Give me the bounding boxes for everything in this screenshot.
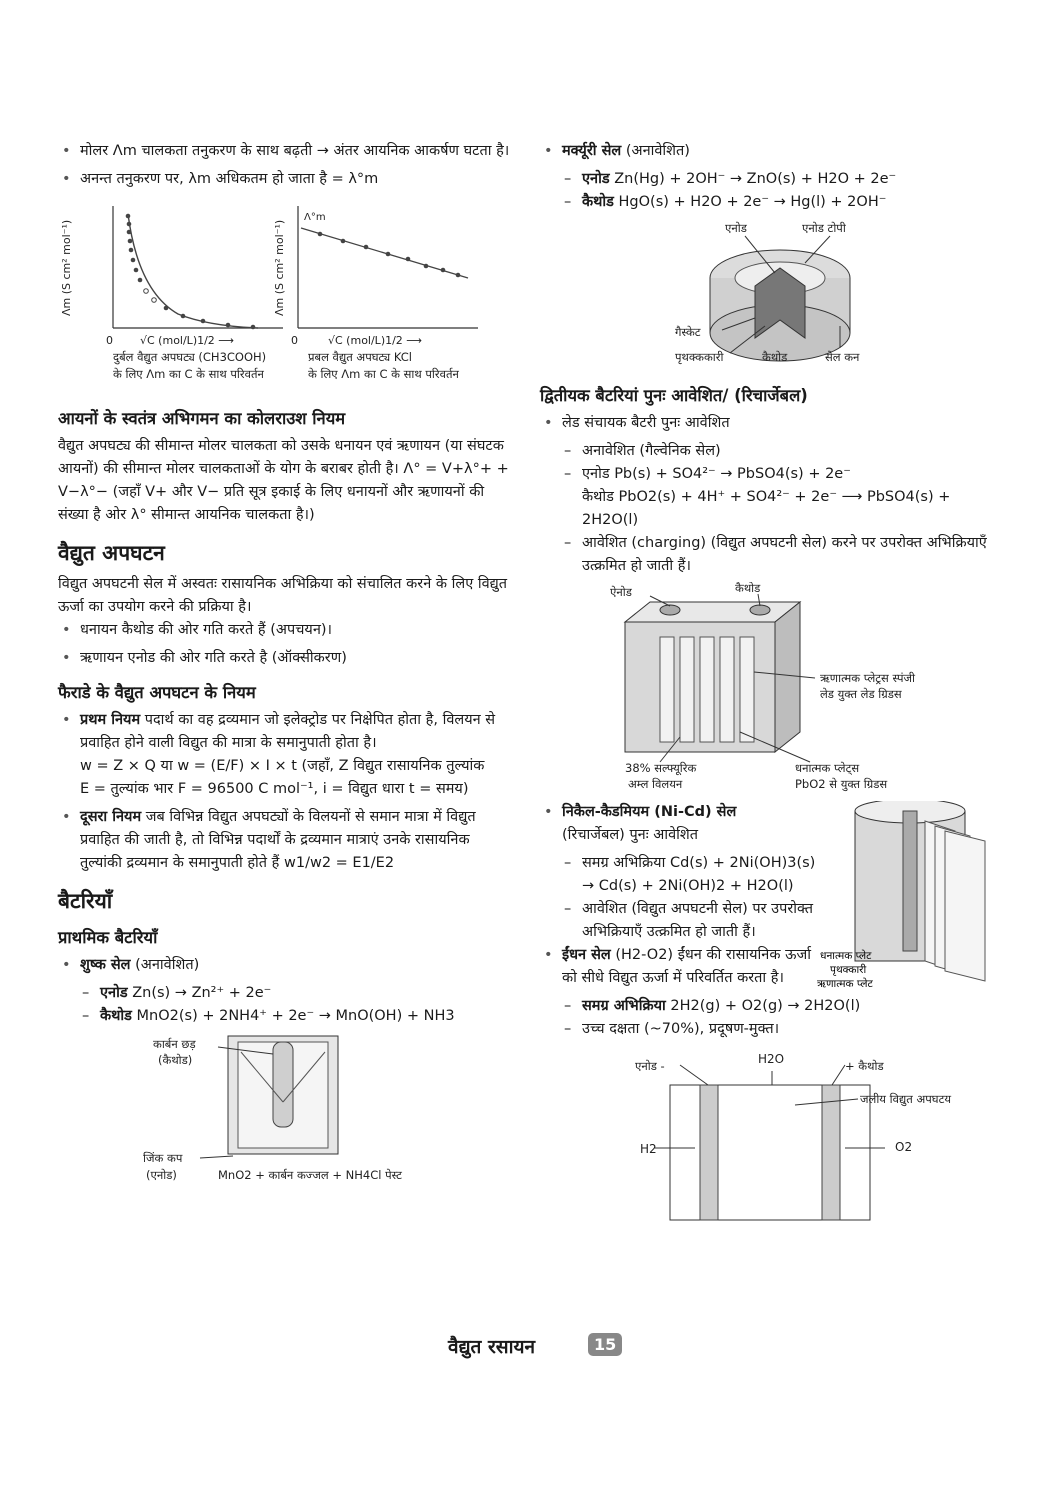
chapter-title: वैद्युत रसायन [448, 1336, 536, 1358]
left-column [58, 140, 513, 1186]
second-law-label: दूसरा नियम [80, 809, 142, 825]
second-law [58, 806, 513, 875]
graph1-xlabel: √C (mol/L)1/2 ⟶ [140, 334, 235, 347]
paste-label: MnO2 + कार्बन कज्जल + NH4Cl पेस्ट [218, 1168, 402, 1182]
dry-cell-label: शुष्क सेल [80, 957, 131, 973]
carbon-rod-sub: (कैथोड) [158, 1053, 193, 1067]
graph2-intercept: Λ°m [304, 212, 326, 223]
lead-anode: – एनोड Pb(s) + SO4²⁻ → PbSO4(s) + 2e⁻ [540, 463, 1010, 486]
nicd-positive-label: धनात्मक प्लेट [820, 950, 872, 962]
nicd-overall [540, 852, 820, 898]
electrolysis-text: विद्युत अपघटनी सेल में अस्वतः रासायनिक अभिक्रिया को संचालित करने के लिए विद्युत ऊर्जा का उपयोग करने की प्रक्रिया है। [58, 576, 508, 615]
mercury-anode-label: एनोड [582, 171, 610, 187]
lead-cathode: कैथोड PbO2(s) + 4H⁺ + SO4²⁻ + 2e⁻ ⟶ PbSO4(s) + 2H2O(l) [582, 489, 951, 528]
cell-can-label: सेल कन [825, 350, 860, 364]
graph2-caption1: प्रबल वैद्युत अपघट्य KCl [308, 350, 412, 364]
mercury-cell-diagram [540, 218, 1010, 373]
dry-anode-label: एनोड [100, 985, 128, 1001]
dry-cell [58, 954, 513, 977]
nicd-separator-label: पृथक्कारी [830, 964, 867, 976]
nicd-overall-label: समग्र अभिक्रिया [582, 855, 666, 871]
fuel-efficiency: – उच्च दक्षता (~70%), प्रदूषण-मुक्त। [540, 1018, 1010, 1041]
nicd-charging: – आवेशित (विद्युत अपघटनी सेल) पर उपरोक्त अभिक्रियाएँ उत्क्रमित हो जाती हैं। [540, 898, 820, 944]
lead-battery-diagram [540, 582, 1010, 797]
nicd-label: निकैल-कैडमियम (Ni-Cd) सेल [562, 804, 737, 820]
graph1-origin: 0 [106, 334, 113, 347]
batteries-title: बैटरियाँ [58, 889, 113, 913]
graph2-caption2: के लिए Λm का C के साथ परिवर्तन [308, 367, 459, 381]
graph2-origin: 0 [291, 334, 298, 347]
fuel-cell-text: (H2-O2) ईंधन की रासायनिक ऊर्जा को सीधे विद्युत ऊर्जा में परिवर्तित करता है। [562, 947, 811, 986]
nicd-overall-reaction: Cd(s) + 2Ni(OH)3(s) [669, 855, 816, 871]
dry-cathode-label: कैथोड [100, 1008, 132, 1024]
dry-cathode-reaction: MnO2(s) + 2NH4⁺ + 2e⁻ → MnO(OH) + NH3 [136, 1008, 455, 1024]
mercury-cell-note: (अनावेशित) [625, 143, 690, 159]
lead-charging: – आवेशित (charging) (विद्युत अपघटनी सेल) करने पर उपरोक्त अभिक्रियाएँ उत्क्रमित हो जाती हैं। [540, 532, 1010, 578]
nicd-diagram [815, 801, 1010, 1001]
first-law-equation: w = Z × Q या w = (E/F) × I × t (जहाँ, Z विद्युत रासायनिक तुल्यांक [80, 758, 485, 774]
first-law-equation-2: E = तुल्यांक भार F = 96500 C mol⁻¹, i = विद्युत धारा t = समय) [80, 781, 469, 797]
h2-label: H2 [640, 1142, 657, 1156]
nicd-section [540, 801, 1010, 990]
mercury-cathode-reaction: HgO(s) + H2O + 2e⁻ → Hg(l) + 2OH⁻ [618, 194, 887, 210]
gasket-label: गैस्केट [675, 325, 701, 339]
data-points-strong [318, 232, 461, 278]
first-law-label: प्रथम नियम [80, 712, 141, 728]
mercury-cathode-fig-label: कैथोड [762, 350, 788, 364]
data-points-weak [126, 214, 256, 330]
mercury-anode [540, 168, 1010, 191]
dry-cell-note: (अनावेशित) [135, 957, 200, 973]
zinc-cup-sub: (एनोड) [146, 1168, 177, 1182]
positive-plates-sub: PbO2 से युक्त ग्रिडस [795, 777, 888, 791]
first-law [58, 709, 513, 801]
conductivity-graphs [58, 196, 513, 396]
mercury-cathode-label: कैथोड [582, 194, 614, 210]
fuel-overall-reaction: 2H2(g) + O2(g) → 2H2O(l) [670, 998, 861, 1014]
dry-anode-reaction: Zn(s) → Zn²⁺ + 2e⁻ [132, 985, 272, 1001]
fuel-cathode-label: + कैथोड [845, 1059, 884, 1073]
carbon-rod-label: कार्बन छड़ [153, 1037, 196, 1051]
o2-label: O2 [895, 1140, 913, 1154]
graph1-ylabel: Λm (S cm² mol⁻¹) [60, 219, 73, 316]
fuel-cell-label: ईंधन सेल [562, 947, 611, 963]
fuel-cell-diagram [540, 1045, 1010, 1225]
list-item: • धनायन कैथोड की ओर गति करते हैं (अपचयन)। [58, 619, 513, 642]
right-column [540, 140, 1010, 1229]
graph2-ylabel: Λm (S cm² mol⁻¹) [273, 219, 286, 316]
negative-plates-sub: लेड युक्त लेड ग्रिडस [820, 687, 902, 701]
zinc-cup-label: जिंक कप [143, 1151, 183, 1165]
dry-cathode [58, 1005, 513, 1028]
mercury-anode-cap-label: एनोड टोपी [802, 221, 846, 235]
list-item: • मोलर Λm चालकता तनुकरण के साथ बढ़ती → अंतर आयनिक आकर्षण घटता है। [58, 140, 513, 163]
list-item: • अनन्त तनुकरण पर, λm अधिकतम हो जाता है = λ°m [58, 168, 513, 191]
kohlrausch-text: वैद्युत अपघट्य की सीमान्त मोलर चालकता को उसके धनायन एवं ऋणायन (या संघटक आयनों) की सीमान्त मोलर चालकताओं के योग के बराबर होती है। Λ° = V+λ°+ + V−λ°− (जहाँ V+ और V− प्रति सूत्र इकाई के लिए धनायनों और ऋणायनों की संख्या है ओर λ° सीमान्त आयनिक चालकता है।) [58, 438, 509, 523]
nicd-overall-product: → Cd(s) + 2Ni(OH)2 + H2O(l) [582, 878, 794, 894]
nicd-sub: (रिचार्जेबल) पुनः आवेशित [562, 827, 699, 843]
lead-cathode-fig-label: कैथोड [735, 582, 761, 595]
separator-label: पृथक्ककारी [675, 350, 724, 364]
acid-label: 38% सल्फ्यूरिक [625, 761, 697, 775]
graph1-caption2: के लिए Λm का C के साथ परिवर्तन [113, 367, 264, 381]
list-item: • ऋणायन एनोड की ओर गति करते है (ऑक्सीकरण) [58, 647, 513, 670]
nicd-negative-label: ऋणात्मक प्लेट [817, 978, 873, 990]
page-number: 15 [588, 1333, 622, 1356]
acid-sub: अम्ल विलयन [628, 777, 683, 791]
second-law-text: जब विभिन्न विद्युत अपघट्यों के विलयनों से समान मात्रा में विद्युत प्रवाहित की जाती है, तो विभिन्न पदार्थों के द्रव्यमान मात्राएं उनके रासायनिक तुल्यांकी द्रव्यमान के समानुपाती होते हैं w1/w2 = E1/E2 [80, 809, 476, 871]
fuel-overall [540, 995, 1010, 1018]
fuel-anode-label: एनोड - [635, 1059, 665, 1073]
dry-anode [58, 982, 513, 1005]
fuel-overall-label: समग्र अभिक्रिया [582, 998, 666, 1014]
mercury-cathode [540, 191, 1010, 214]
negative-plates-label: ऋणात्मक प्लेट्रस स्पंजी [820, 671, 915, 685]
dry-cell-diagram [58, 1032, 513, 1182]
nicd-cell [540, 801, 820, 847]
first-law-text: पदार्थ का वह द्रव्यमान जो इलेक्ट्रोड पर निक्षेपित होता है, विलयन से प्रवाहित होने वाली विद्युत की मात्रा के समानुपाती होता है। [80, 712, 496, 751]
faraday-title: फैराडे के वैद्युत अपघटन के नियम [58, 683, 256, 702]
kohlrausch-title: आयनों के स्वतंत्र अभिगमन का कोलराउश नियम [58, 409, 346, 428]
electrolysis-title: वैद्युत अपघटन [58, 541, 165, 565]
fuel-water-label: H2O [758, 1052, 785, 1066]
graph2-xlabel: √C (mol/L)1/2 ⟶ [328, 334, 423, 347]
graph1-caption1: दुर्बल वैद्युत अपघट्य (CH3COOH) [113, 350, 267, 364]
secondary-batteries-title: द्वितीयक बैटरियां पुनः आवेशित/ (रिचार्जेबल) [540, 386, 808, 405]
positive-plates-label: धनात्मक प्लेट्स [795, 761, 860, 775]
mercury-cell [540, 140, 1010, 163]
primary-batteries-title: प्राथमिक बैटरियाँ [58, 928, 158, 947]
lead-anode-fig-label: ऐनोड [610, 585, 632, 599]
electrolyte-label: जलीय विद्युत अपघटय [860, 1092, 952, 1106]
mercury-anode-fig-label: एनोड [725, 221, 747, 235]
fuel-cell [540, 944, 820, 990]
list-item: • लेड संचायक बैटरी पुनः आवेशित [540, 412, 1010, 435]
lead-discharge: – अनावेशित (गैल्वेनिक सेल) [540, 440, 1010, 463]
mercury-cell-label: मर्क्यूरी सेल [562, 143, 622, 159]
mercury-anode-reaction: Zn(Hg) + 2OH⁻ → ZnO(s) + H2O + 2e⁻ [614, 171, 897, 187]
